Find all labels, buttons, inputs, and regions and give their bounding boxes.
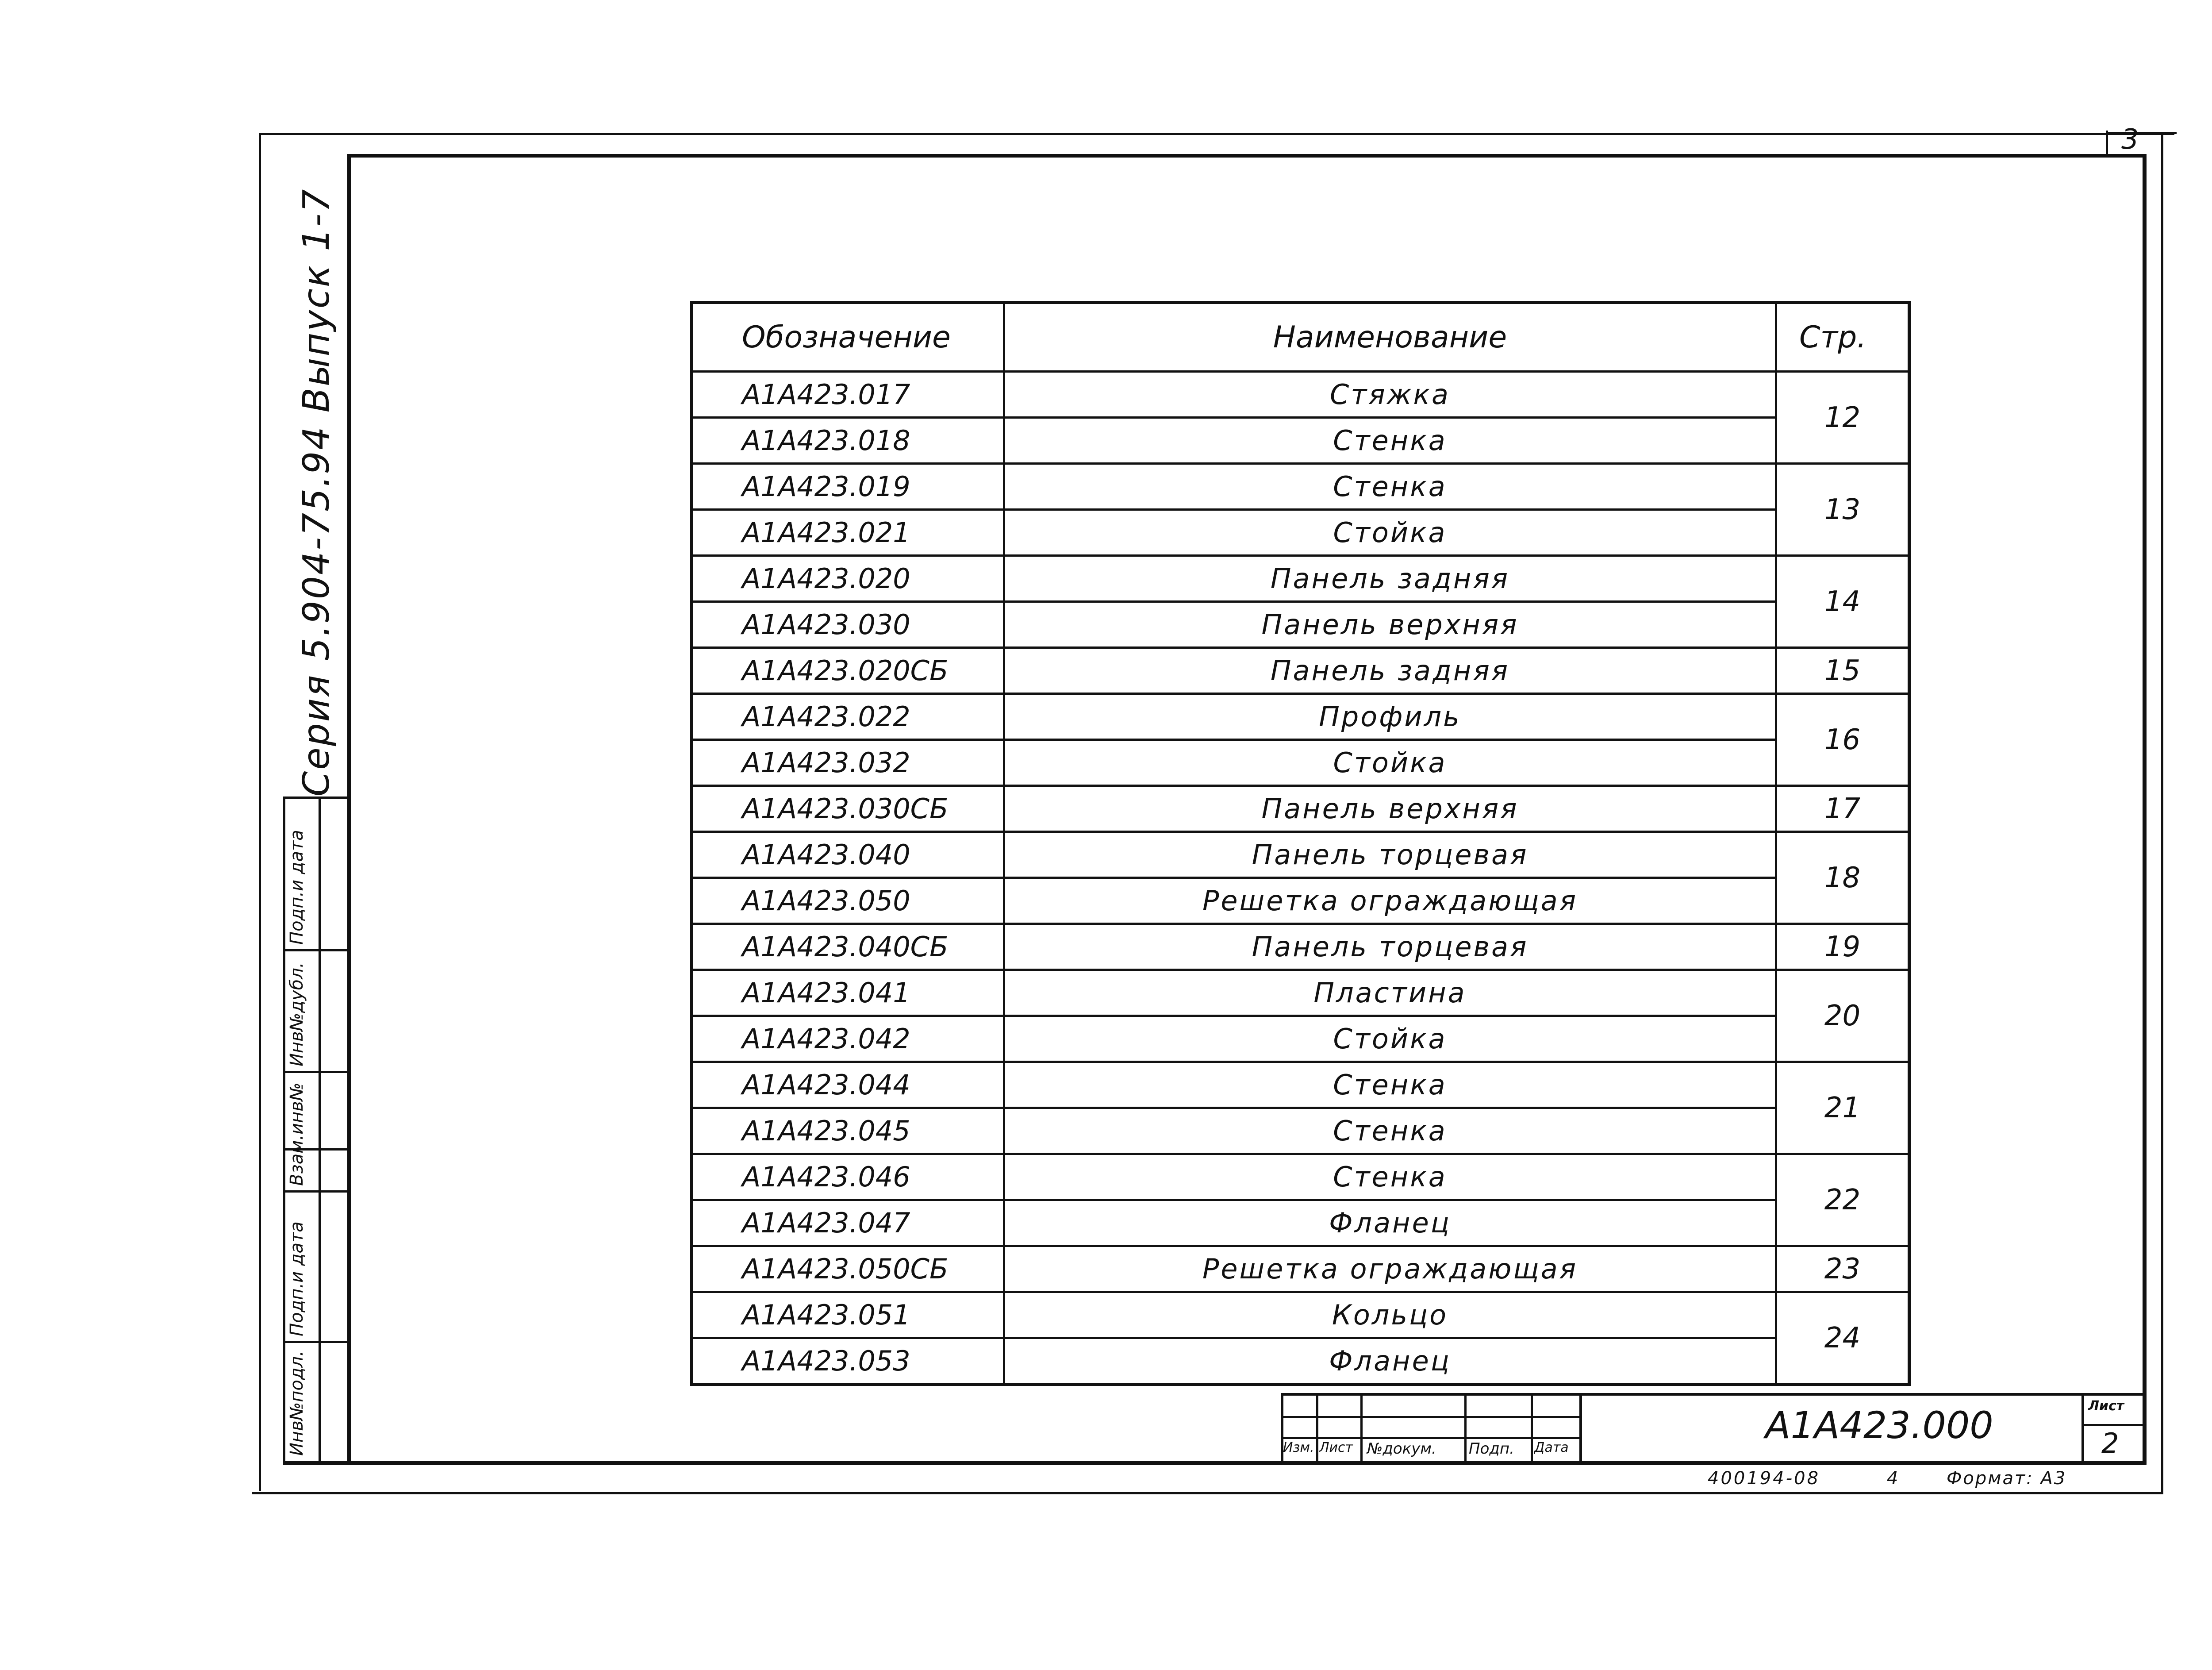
series-caption: Серия 5.904-75.94 Выпуск 1-7 xyxy=(296,188,338,797)
table-row xyxy=(692,372,1909,418)
row-page: 12 xyxy=(1776,372,1909,464)
side-label-podp-data-1: Подп.и дата xyxy=(287,1221,307,1336)
inner-frame-top xyxy=(349,154,2146,158)
stamp-top xyxy=(1281,1393,2143,1396)
row-name: Фланец xyxy=(1004,1200,1776,1246)
header-name: Наименование xyxy=(1004,303,1776,372)
header-page: Стр. xyxy=(1776,303,1909,372)
row-code: А1А423.020СБ xyxy=(692,648,1004,694)
row-page: 24 xyxy=(1776,1292,1909,1385)
side-strip-top xyxy=(283,797,349,799)
table-header-row xyxy=(692,303,1909,372)
row-page: 17 xyxy=(1776,786,1909,832)
row-page: 23 xyxy=(1776,1246,1909,1292)
row-name: Кольцо xyxy=(1004,1292,1776,1338)
table-row xyxy=(692,878,1909,924)
table-row xyxy=(692,832,1909,878)
side-strip-outer xyxy=(283,797,285,1465)
table-row xyxy=(692,786,1909,832)
stamp-row2 xyxy=(1281,1437,1582,1439)
stamp-label-list: Лист xyxy=(1319,1440,1353,1455)
table-row xyxy=(692,740,1909,786)
stamp-col2 xyxy=(1360,1393,1363,1463)
row-code: А1А423.047 xyxy=(692,1200,1004,1246)
side-strip-div1 xyxy=(283,949,349,951)
sheet-number-top: 3 xyxy=(2121,123,2139,155)
row-name: Панель торцевая xyxy=(1004,924,1776,970)
sheet-box-top xyxy=(2106,132,2177,134)
contents-table xyxy=(690,301,1911,1386)
table-row xyxy=(692,1062,1909,1108)
sheet-value: 2 xyxy=(2101,1427,2119,1459)
row-code: А1А423.032 xyxy=(692,740,1004,786)
table-row xyxy=(692,1108,1909,1154)
row-name: Стойка xyxy=(1004,1016,1776,1062)
row-code: А1А423.050 xyxy=(692,878,1004,924)
stamp-label-dokum: №докум. xyxy=(1367,1440,1436,1458)
row-code: А1А423.040СБ xyxy=(692,924,1004,970)
side-label-vzam-inv: Взам.инв№ xyxy=(287,1082,307,1186)
stamp-col4 xyxy=(1531,1393,1533,1463)
table-row xyxy=(692,694,1909,740)
row-name: Решетка ограждающая xyxy=(1004,1246,1776,1292)
inner-frame-right xyxy=(2143,154,2147,1465)
row-name: Панель верхняя xyxy=(1004,786,1776,832)
row-code: А1А423.030СБ xyxy=(692,786,1004,832)
row-code: А1А423.018 xyxy=(692,418,1004,464)
row-page: 16 xyxy=(1776,694,1909,786)
row-code: А1А423.021 xyxy=(692,510,1004,556)
stamp-col-sheet xyxy=(2081,1393,2084,1463)
stamp-label-izm: Изм. xyxy=(1283,1440,1314,1455)
sheet-box-left xyxy=(2106,131,2108,157)
row-name: Профиль xyxy=(1004,694,1776,740)
side-strip-div2 xyxy=(283,1071,349,1073)
row-code: А1А423.040 xyxy=(692,832,1004,878)
side-label-inv-podl: Инв№подл. xyxy=(287,1351,307,1456)
table-row xyxy=(692,1016,1909,1062)
inner-frame-bottom xyxy=(283,1461,2146,1465)
table-row xyxy=(692,1338,1909,1385)
header-code: Обозначение xyxy=(692,303,1004,372)
outer-frame-top xyxy=(259,133,2174,135)
stamp-label-podp: Подп. xyxy=(1469,1440,1514,1458)
row-page: 18 xyxy=(1776,832,1909,924)
table-row xyxy=(692,648,1909,694)
side-label-podp-data-2: Подп.и дата xyxy=(287,830,307,945)
document-designation: А1А423.000 xyxy=(1765,1404,1993,1447)
side-label-inv-dubl: Инв№дубл. xyxy=(287,962,307,1066)
row-name: Стойка xyxy=(1004,740,1776,786)
paper-format: Формат: А3 xyxy=(1947,1468,2067,1489)
row-name: Стяжка xyxy=(1004,372,1776,418)
table-row xyxy=(692,1292,1909,1338)
row-code: А1А423.046 xyxy=(692,1154,1004,1200)
row-name: Стенка xyxy=(1004,1154,1776,1200)
row-name: Панель верхняя xyxy=(1004,602,1776,648)
stamp-sheet-row xyxy=(2081,1424,2146,1426)
row-name: Панель задняя xyxy=(1004,648,1776,694)
stamp-col5 xyxy=(1579,1393,1582,1463)
side-strip-div4 xyxy=(283,1190,349,1193)
row-code: А1А423.053 xyxy=(692,1338,1004,1385)
row-code: А1А423.019 xyxy=(692,464,1004,510)
table-row xyxy=(692,1200,1909,1246)
row-code: А1А423.051 xyxy=(692,1292,1004,1338)
row-name: Стенка xyxy=(1004,1062,1776,1108)
row-code: А1А423.020 xyxy=(692,556,1004,602)
row-name: Панель задняя xyxy=(1004,556,1776,602)
copy-number: 4 xyxy=(1887,1468,1898,1489)
row-code: А1А423.050СБ xyxy=(692,1246,1004,1292)
row-name: Пластина xyxy=(1004,970,1776,1016)
order-number: 400194-08 xyxy=(1708,1468,1820,1489)
row-code: А1А423.017 xyxy=(692,372,1004,418)
row-name: Панель торцевая xyxy=(1004,832,1776,878)
table-row xyxy=(692,464,1909,510)
row-code: А1А423.045 xyxy=(692,1108,1004,1154)
table-row xyxy=(692,510,1909,556)
row-page: 20 xyxy=(1776,970,1909,1062)
outer-frame-right xyxy=(2161,133,2163,1493)
table-row xyxy=(692,970,1909,1016)
outer-frame-bottom xyxy=(252,1492,2163,1494)
row-name: Стенка xyxy=(1004,418,1776,464)
row-name: Стойка xyxy=(1004,510,1776,556)
table-row xyxy=(692,556,1909,602)
row-page: 22 xyxy=(1776,1154,1909,1246)
row-page: 21 xyxy=(1776,1062,1909,1154)
table-row xyxy=(692,1246,1909,1292)
stamp-row1 xyxy=(1281,1416,1582,1418)
row-name: Решетка ограждающая xyxy=(1004,878,1776,924)
stamp-col3 xyxy=(1464,1393,1467,1463)
table-row xyxy=(692,924,1909,970)
row-code: А1А423.042 xyxy=(692,1016,1004,1062)
table-row xyxy=(692,1154,1909,1200)
row-page: 15 xyxy=(1776,648,1909,694)
side-strip-mid xyxy=(319,797,321,1465)
sheet-label: Лист xyxy=(2088,1398,2124,1414)
row-code: А1А423.044 xyxy=(692,1062,1004,1108)
row-name: Стенка xyxy=(1004,1108,1776,1154)
row-code: А1А423.030 xyxy=(692,602,1004,648)
table-row xyxy=(692,418,1909,464)
row-name: Стенка xyxy=(1004,464,1776,510)
table-row xyxy=(692,602,1909,648)
row-code: А1А423.022 xyxy=(692,694,1004,740)
row-page: 13 xyxy=(1776,464,1909,556)
side-strip-div5 xyxy=(283,1341,349,1343)
stamp-label-data: Дата xyxy=(1534,1440,1569,1455)
row-page: 14 xyxy=(1776,556,1909,648)
outer-frame-left xyxy=(259,133,261,1491)
row-page: 19 xyxy=(1776,924,1909,970)
row-name: Фланец xyxy=(1004,1338,1776,1385)
inner-frame-left xyxy=(347,154,351,1464)
row-code: А1А423.041 xyxy=(692,970,1004,1016)
stamp-col1 xyxy=(1316,1393,1318,1463)
